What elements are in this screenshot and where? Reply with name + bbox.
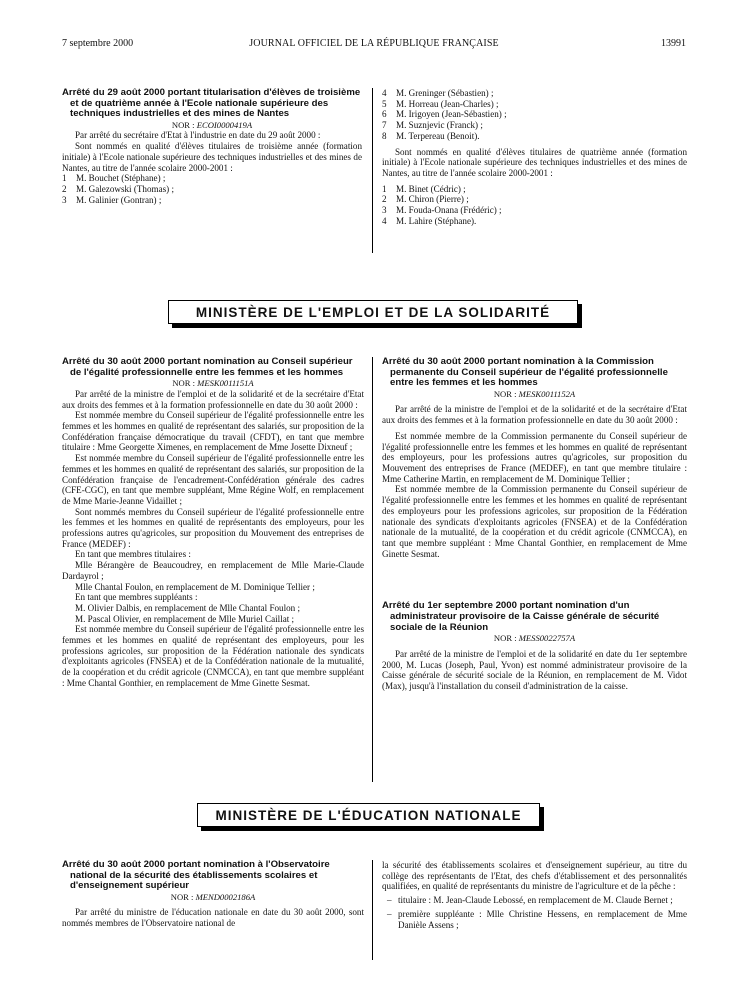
- column-divider: [372, 860, 373, 960]
- paragraph: Est nommée membre de la Commission permanente du Conseil supérieur de l'égalité professionnelle entre les femmes et les hommes en qualité de représentant des employeurs, pour les professions autres qu'agricoles, sur proposition du Mouvement des entreprises de France (MEDEF), en tant que membre titulaire : Mme Catherine Martin, en remplacement de M. Dominique Tellier ;: [382, 430, 687, 484]
- column-divider: [372, 88, 373, 253]
- student-list: [62, 173, 362, 205]
- nor-reference: NOR : ECOI0000419A: [171, 119, 253, 130]
- paragraph: Mlle Bérangère de Beaucoudrey, en remplacement de Mlle Marie-Claude Dardayrol ;: [62, 560, 364, 581]
- student-list: [382, 88, 687, 142]
- paragraph: Est nommée membre du Conseil supérieur de l'égalité professionnelle entre les femmes et les hommes en qualité de représentant des salariés, sur proposition de la Confédération française de l'encadrement-Confédération générale des cadres (CFE-CGC), en tant que membre suppléant, Mme Régine Wolf, en remplacement de Mme Marie-Jeanne Vidaillet ;: [62, 453, 364, 506]
- ministry-banner-education: MINISTÈRE DE L'ÉDUCATION NATIONALE: [197, 803, 540, 827]
- paragraph: En tant que membres suppléants :: [75, 592, 198, 603]
- paragraph: Sont nommés membres du Conseil supérieur de l'égalité professionnelle entre les femmes et les hommes en qualité de représentants des employeurs, pour les professions autres qu'agricoles, sur proposition du Mouvement des entreprises de France (MEDEF) :: [62, 506, 364, 549]
- paragraph: Par arrêté de la ministre de l'emploi et de la solidarité et de la secrétaire d'Etat aux droits des femmes et à la formation professionnelle en date du 30 août 2000 :: [382, 404, 687, 426]
- paragraph: Par arrêté du ministre de l'éducation nationale en date du 30 août 2000, sont nommés membres de l'Observatoire national de: [62, 907, 364, 929]
- nor-reference: NOR : MEND0002186A: [170, 891, 256, 902]
- paragraph: En tant que membres titulaires :: [75, 549, 191, 560]
- decree-conseil-superieur: [62, 357, 364, 689]
- page-number: 13991: [661, 38, 686, 49]
- list-item: 5 M. Horreau (Jean-Charles) ;: [382, 98, 499, 109]
- decree-observatoire-cont: [382, 860, 687, 930]
- paragraph: Est nommée membre du Conseil supérieur de l'égalité professionnelle entre les femmes et les hommes en qualité de représentant des employeurs, pour les professions agricoles, sur proposition de la Fédération nationale des syndicats d'exploitants agricoles (FNSEA) et de la Confédération nationale de la mutualité, de la coopération et du crédit agricole (CNMCCA), en tant que membre suppléant : Mme Chantal Gonthier, en remplacement de Mme Ginette Sesmat.: [62, 624, 364, 688]
- list-item: 6 M. Irigoyen (Jean-Sébastien) ;: [382, 109, 507, 120]
- paragraph: Est nommée membre du Conseil supérieur de l'égalité professionnelle entre les femmes et les hommes en qualité de représentant des salariés, sur proposition de la Confédération française démocratique du travail (CFDT), en tant que membre titulaire : Mme Georgette Ximenes, en remplacement de Mme Josette Dixneuf ;: [62, 410, 364, 453]
- paragraph: Par arrêté du secrétaire d'Etat à l'industrie en date du 29 août 2000 :: [75, 130, 321, 141]
- student-list: [382, 184, 687, 227]
- list-item: 4 M. Greninger (Sébastien) ;: [382, 88, 494, 98]
- list-item: 1 M. Bouchet (Stéphane) ;: [62, 173, 166, 184]
- paragraph: Mlle Chantal Foulon, en remplacement de M. Dominique Tellier ;: [75, 581, 315, 592]
- list-item: 4 M. Lahire (Stéphane).: [382, 215, 477, 226]
- ministry-banner-emploi: MINISTÈRE DE L'EMPLOI ET DE LA SOLIDARITÉ: [168, 300, 578, 324]
- list-item: 3 M. Galinier (Gontran) ;: [62, 194, 162, 205]
- paragraph: Sont nommés en qualité d'élèves titulaires de troisième année (formation initiale) à l'Ecole nationale supérieure des techniques industrielles et des mines de Nantes, au titre de l'année scolaire 2000-2001 :: [62, 141, 362, 173]
- paragraph: Sont nommés en qualité d'élèves titulaires de quatrième année (formation initiale) à l'Ecole nationale supérieure des techniques industrielles et des mines de Nantes, au titre de l'année scolaire 2000-2001 :: [382, 146, 687, 178]
- decree-observatoire: [62, 860, 364, 929]
- list-item: 1 M. Binet (Cédric) ;: [382, 183, 466, 194]
- decree-nantes-part1: [62, 88, 362, 205]
- paragraph: Par arrêté de la ministre de l'emploi et de la solidarité et de la secrétaire d'Etat aux droits des femmes et à la formation professionnelle en date du 30 août 2000 :: [62, 388, 364, 410]
- decree-commission-permanente: [382, 357, 687, 692]
- list-item: 8 M. Terpereau (Benoit).: [382, 130, 480, 141]
- decree-title: Arrêté du 30 août 2000 portant nomination à l'Observatoire national de la sécurité des établissements scolaires et d'enseignement supérieur: [62, 859, 330, 892]
- decree-nantes-part2: [382, 88, 687, 226]
- paragraph: Par arrêté de la ministre de l'emploi et de la solidarité en date du 1er septembre 2000, M. Lucas (Joseph, Paul, Yvon) est nommé administrateur provisoire de la Caisse générale de sécurité sociale de la Réunion, en remplacement de M. Vidot (Max), jusqu'à l'installation du conseil d'administration de la caisse.: [382, 648, 687, 691]
- paragraph: M. Pascal Olivier, en remplacement de Mlle Muriel Caillat ;: [75, 613, 295, 624]
- nor-reference: NOR : MESS0022757A: [493, 633, 576, 644]
- column-divider: [372, 357, 373, 782]
- issue-date: 7 septembre 2000: [62, 38, 134, 49]
- list-item: 2 M. Galezowski (Thomas) ;: [62, 184, 174, 194]
- list-item: – titulaire : M. Jean-Claude Lebossé, en remplacement de M. Claude Bernet ;: [387, 895, 673, 906]
- list-item: 7 M. Suznjevic (Franck) ;: [382, 120, 483, 131]
- nor-reference: NOR : MESK0011151A: [172, 378, 254, 389]
- decree-title-reunion: Arrêté du 1er septembre 2000 portant nomination d'un administrateur provisoire de la Caisse générale de sécurité sociale de la Réunion: [382, 600, 660, 633]
- paragraph: la sécurité des établissements scolaires et d'enseignement supérieur, au titre du collège des représentants de l'Etat, des chefs d'établissement et des personnalités qualifiées, en qualité de représentants du ministre de l'agriculture et de la pêche :: [382, 860, 687, 892]
- decree-title: Arrêté du 30 août 2000 portant nomination au Conseil supérieur de l'égalité professionnelle entre les femmes et les hommes: [62, 356, 353, 378]
- list-item: 2 M. Chiron (Pierre) ;: [382, 194, 469, 205]
- list-item: 3 M. Fouda-Onana (Frédéric) ;: [382, 205, 502, 216]
- list-item: – première suppléante : Mlle Christine Hessens, en remplacement de Mme Danièle Assens ;: [387, 908, 687, 930]
- page-header: [62, 38, 686, 52]
- decree-title: Arrêté du 30 août 2000 portant nomination à la Commission permanente du Conseil supérieur de l'égalité professionnelle entre les femmes et les hommes: [382, 356, 668, 389]
- nor-reference: NOR : MESK0011152A: [493, 388, 576, 399]
- paragraph: Est nommée membre de la Commission permanente du Conseil supérieur de l'égalité professionnelle entre les femmes et les hommes en qualité de représentant des employeurs pour les professions agricoles, sur proposition de la Fédération nationale des syndicats d'exploitants agricoles (FNSEA) et de la Confédération nationale de la mutualité, de la coopération et du crédit agricole (CNMCCA), en tant que membre suppléant : Mme Chantal Gonthier, en remplacement de Mme Ginette Sesmat.: [382, 484, 687, 559]
- paragraph: M. Olivier Dalbis, en remplacement de Mlle Chantal Foulon ;: [75, 602, 301, 613]
- journal-title: JOURNAL OFFICIEL DE LA RÉPUBLIQUE FRANÇAISE: [249, 38, 499, 49]
- decree-title: Arrêté du 29 août 2000 portant titularisation d'élèves de troisième et de quatrième année à l'Ecole nationale supérieure des techniques industrielles et des mines de Nantes: [62, 87, 361, 120]
